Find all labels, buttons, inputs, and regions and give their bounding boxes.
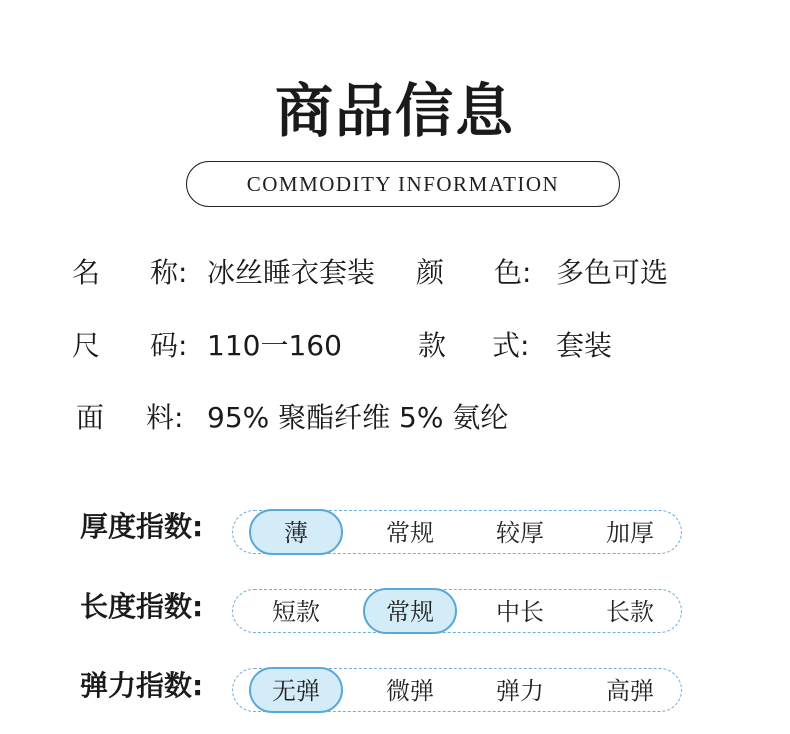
thickness-index-track (232, 510, 682, 554)
index-option: 无弹 (272, 677, 320, 705)
style-value: 套装 (556, 329, 613, 362)
style-label-b: 式: (492, 329, 530, 362)
index-option: 常规 (386, 519, 434, 547)
length-index-track (232, 589, 682, 633)
index-option: 加厚 (606, 519, 654, 547)
index-option: 较厚 (496, 519, 544, 547)
style-label-a: 款 (418, 329, 447, 362)
index-option: 长款 (606, 598, 654, 626)
fabric-value: 95% 聚酯纤维 5% 氨纶 (207, 401, 509, 434)
index-option: 中长 (496, 598, 544, 626)
index-option: 弹力 (496, 677, 544, 705)
thickness-index-label: 厚度指数: (80, 510, 204, 543)
size-value: 110一160 (207, 329, 342, 362)
index-option: 高弹 (606, 677, 654, 705)
color-label-a: 颜 (416, 256, 445, 289)
name-label-a: 名 (72, 256, 101, 289)
elasticity-index-track (232, 668, 682, 712)
index-option: 薄 (284, 519, 308, 547)
fabric-label-b: 料: (146, 401, 184, 434)
color-label-b: 色: (494, 256, 532, 289)
length-index-label: 长度指数: (80, 590, 204, 623)
color-value: 多色可选 (556, 256, 669, 289)
page-title: 商品信息 (274, 77, 515, 145)
elasticity-index-label: 弹力指数: (80, 669, 204, 702)
subtitle-text: COMMODITY INFORMATION (246, 171, 560, 196)
index-option: 短款 (272, 598, 320, 626)
size-label-a: 尺 (72, 329, 101, 362)
name-label-b: 称: (150, 256, 188, 289)
size-label-b: 码: (150, 329, 188, 362)
index-option: 常规 (386, 598, 434, 626)
subtitle-pill (186, 161, 620, 207)
fabric-label-a: 面 (76, 401, 105, 434)
name-value: 冰丝睡衣套装 (207, 256, 376, 289)
index-option: 微弹 (386, 677, 434, 705)
